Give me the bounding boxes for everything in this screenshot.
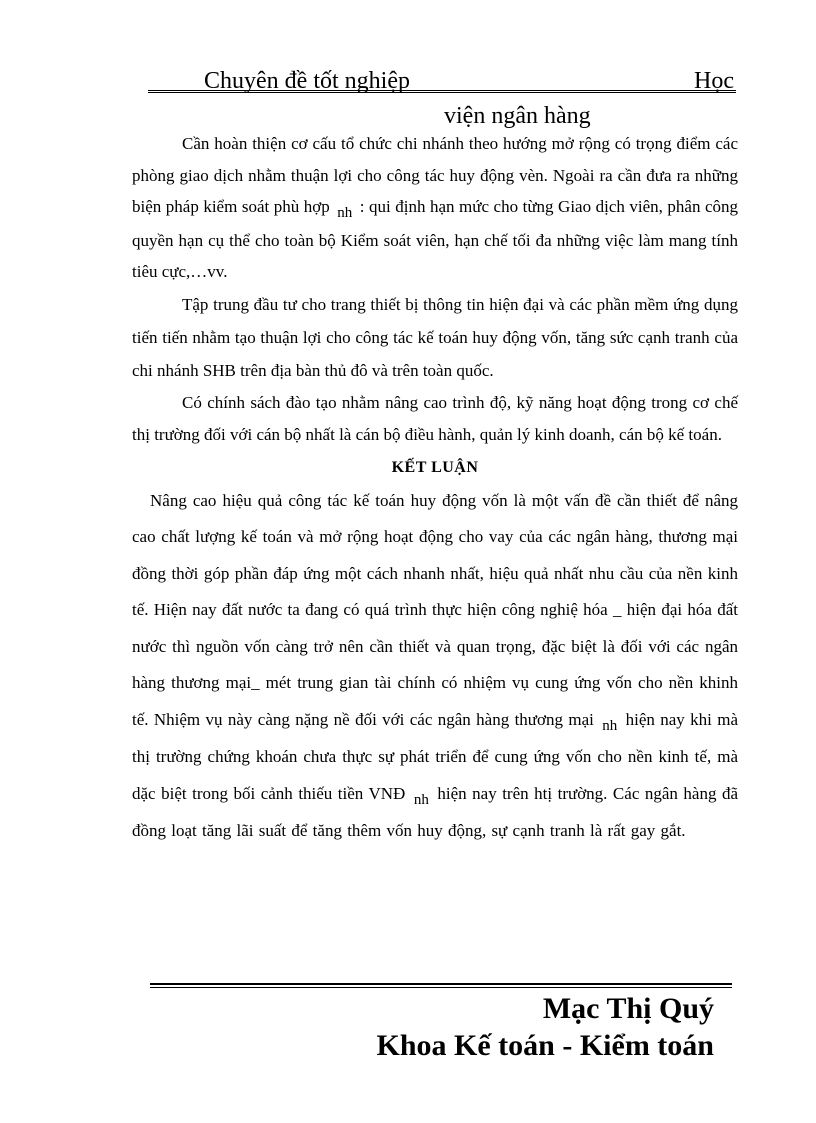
footer-rule — [150, 983, 732, 985]
paragraph-1-part-a: Cần hoàn thiện cơ cấu tổ chức chi nhánh theo hướng mở rộng có trọng điểm các phòng giao dịch nhằm thuận lợi cho công tác huy động vèn. Ngoài ra cần đưa ra những biện pháp kiểm soát phù hợp — [132, 134, 738, 216]
header-rule — [148, 90, 736, 93]
body-text — [132, 128, 738, 850]
header-title-continuation: viện ngân hàng — [444, 103, 591, 129]
conclusion-paragraph — [132, 483, 738, 850]
conclusion-part-c: hiện nay trên htị trường. Các ngân hàng đã đồng loạt tăng lãi suất để tăng thêm vốn huy động, sự cạnh tranh là rất gay gắt. — [132, 783, 739, 840]
author-name: Mạc Thị Quý — [542, 992, 714, 1025]
faculty-name: Khoa Kế toán - Kiểm toán — [376, 1029, 714, 1062]
header-title-left: Chuyên đề tốt nghiệp — [204, 68, 410, 94]
conclusion-sub-1: nh — [602, 717, 618, 734]
paragraph-1 — [132, 128, 738, 288]
paragraph-1-sub: nh — [337, 205, 353, 221]
conclusion-sub-2: nh — [413, 791, 429, 808]
footer-rule-thin — [150, 987, 732, 988]
paragraph-1-part-b: : qui định hạn mức cho từng Giao dịch viên, phân công quyền hạn cụ thể cho toàn bộ Kiểm soát viên, hạn chế tối đa những việc làm mang tính tiêu cực,…vv. — [132, 197, 739, 281]
conclusion-part-a: Nâng cao hiệu quả công tác kế toán huy động vốn là một vấn đề cần thiết để nâng cao chất lượng kế toán và mở rộng hoạt động cho vay của các ngân hàng, thương mại đồng thời góp phần đáp ứng một cách nhanh nhất, hiệu quả nhất nhu cầu của nền kinh tế. Hiện nay đất nước ta đang có quá trình thực hiện công nghiệ hóa _ hiện đại hóa đất nước thì nguồn vốn càng trở nên cần thiết và quan trọng, đặc biệt là đối với các ngân hàng thương mại_ mét trung gian tài chính có nhiệm vụ cung ứng vốn cho nền khinh tế. Nhiệm vụ này càng nặng nề đối với các ngân hàng thương mại — [132, 490, 738, 729]
paragraph-2: Tập trung đầu tư cho trang thiết bị thông tin hiện đại và các phần mềm ứng dụng tiến tiến nhằm tạo thuận lợi cho công tác kế toán huy động vốn, tăng sức cạnh tranh của chi nhánh SHB trên địa bàn thủ đô và trên toàn quốc. — [132, 294, 738, 380]
section-heading: KẾT LUẬN — [391, 458, 479, 476]
paragraph-3: Có chính sách đào tạo nhằm nâng cao trình độ, kỹ năng hoạt động trong cơ chế thị trường đối với cán bộ nhất là cán bộ điều hành, quản lý kinh doanh, cán bộ kế toán. — [132, 392, 738, 444]
conclusion-part-b: hiện nay khi mà thị trường chứng khoán chưa thực sự phát triển để cung ứng vốn cho nền kinh tế, mà dặc biệt trong bối cảnh thiếu tiền VNĐ — [132, 709, 739, 803]
header-title-right: Học — [694, 68, 734, 94]
